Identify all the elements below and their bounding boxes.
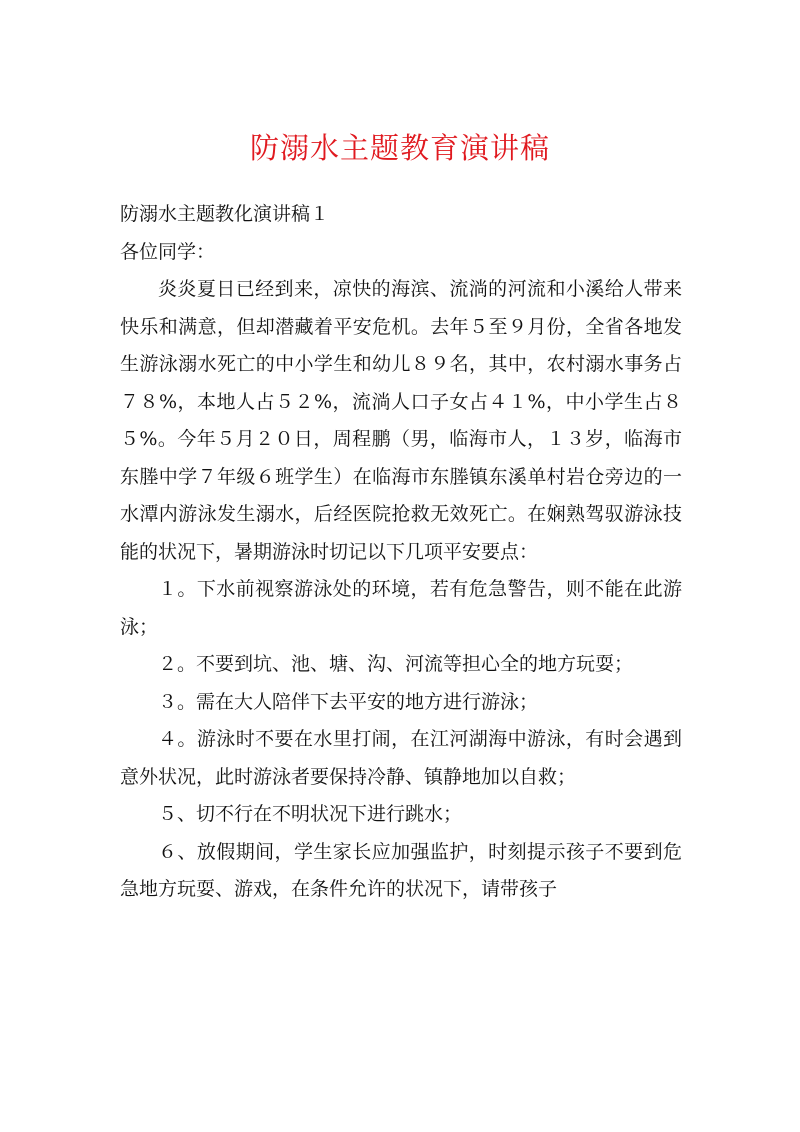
document-subtitle: 防溺水主题教化演讲稿１ xyxy=(120,203,330,225)
safety-point-5: ５、切不行在不明状况下进行跳水； xyxy=(158,803,463,825)
safety-point-4: ４。游泳时不要在水里打闹，在江河湖海中游泳，有时会遇到意外状况，此时游泳者要保持冷静、镇静地加以自救； xyxy=(120,728,682,788)
greeting: 各位同学： xyxy=(120,240,216,263)
safety-point-6: ６、放假期间，学生家长应加强监护，时刻提示孩子不要到危急地方玩耍、游戏，在条件允许的状况下，请带孩子 xyxy=(120,840,682,900)
document-body xyxy=(120,196,682,909)
document-title: 防溺水主题教育演讲稿 xyxy=(249,131,550,165)
paragraph-intro: 炎炎夏日已经到来，凉快的海滨、流淌的河流和小溪给人带来快乐和满意，但却潜藏着平安危机。去年５至９月份，全省各地发生游泳溺水死亡的中小学生和幼儿８９名，其中，农村溺水事务占７８%，本地人占５２%，流淌人口子女占４１%，中小学生占８５%。今年５月２０日，周程鹏（男，临海市人，１３岁，临海市东塍中学７年级６班学生）在临海市东塍镇东溪单村岩仓旁边的一水潭内游泳发生溺水，后经医院抢救无效死亡。在娴熟驾驭游泳技能的状况下，暑期游泳时切记以下几项平安要点： xyxy=(120,278,682,563)
safety-point-1: １。下水前视察游泳处的环境，若有危急警告，则不能在此游泳； xyxy=(120,578,682,638)
safety-point-3: ３。需在大人陪伴下去平安的地方进行游泳； xyxy=(158,690,539,713)
safety-point-2: ２。不要到坑、池、塘、沟、河流等担心全的地方玩耍； xyxy=(158,653,634,675)
